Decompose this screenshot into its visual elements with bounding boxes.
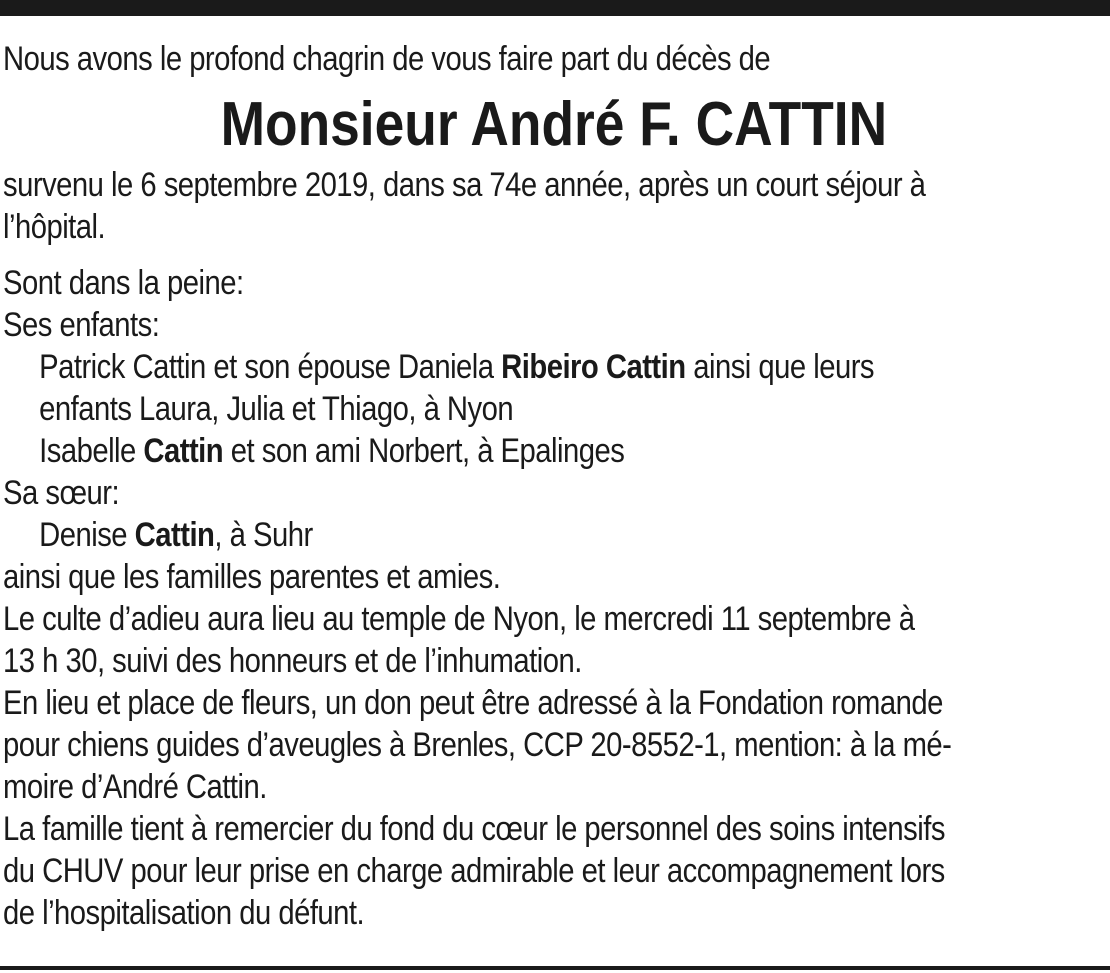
intro-line: Nous avons le profond chagrin de vous faire part du décès de	[3, 40, 771, 78]
donation-line-1: En lieu et place de fleurs, un don peut être adressé à la Fondation romande	[3, 684, 943, 722]
service-line-1: Le culte d’adieu aura lieu au temple de Nyon, le mercredi 11 septembre à	[3, 600, 915, 638]
sister-text-c: , à Suhr	[214, 516, 313, 554]
bottom-rule	[0, 966, 1110, 970]
families-line: ainsi que les familles parentes et amies.	[3, 558, 501, 596]
thanks-line-2: du CHUV pour leur prise en charge admirable et leur accompagnement lors	[3, 852, 945, 890]
child-1-text-a: Patrick Cattin et son épouse Daniela	[39, 348, 502, 386]
deceased-name: Monsieur André F. CATTIN	[220, 90, 888, 159]
thanks-line-1: La famille tient à remercier du fond du cœur le personnel des soins intensifs	[3, 810, 945, 848]
spacer	[3, 248, 1105, 262]
donation-line-2: pour chiens guides d’aveugles à Brenles, CCP 20-8552-1, mention: à la mé-	[3, 726, 952, 764]
thanks-line-3: de l’hospitalisation du défunt.	[3, 894, 365, 932]
child-2-text-a: Isabelle	[39, 432, 144, 470]
sister-text-a: Denise	[39, 516, 135, 554]
sister-header: Sa sœur:	[3, 474, 120, 512]
death-line-2: l’hôpital.	[3, 208, 106, 246]
death-line-1: survenu le 6 septembre 2019, dans sa 74e année, après un court séjour à	[3, 166, 926, 204]
child-1-line-2: enfants Laura, Julia et Thiago, à Nyon	[39, 390, 514, 428]
sister-surname: Cattin	[134, 516, 215, 554]
service-line-2: 13 h 30, suivi des honneurs et de l’inhumation.	[3, 642, 582, 680]
sister-line	[3, 514, 1105, 556]
child-1-line-1	[3, 346, 1105, 388]
child-2-surname: Cattin	[143, 432, 224, 470]
children-header: Ses enfants:	[3, 306, 160, 344]
obituary-notice	[3, 38, 1105, 934]
child-1-text-c: ainsi que leurs	[685, 348, 875, 386]
child-2-text-c: et son ami Norbert, à Epalinges	[223, 432, 625, 470]
mourning-header: Sont dans la peine:	[3, 264, 244, 302]
child-2-line	[3, 430, 1105, 472]
top-rule	[0, 0, 1110, 16]
child-1-surname: Ribeiro Cattin	[501, 348, 686, 386]
donation-line-3: moire d’André Cattin.	[3, 768, 267, 806]
